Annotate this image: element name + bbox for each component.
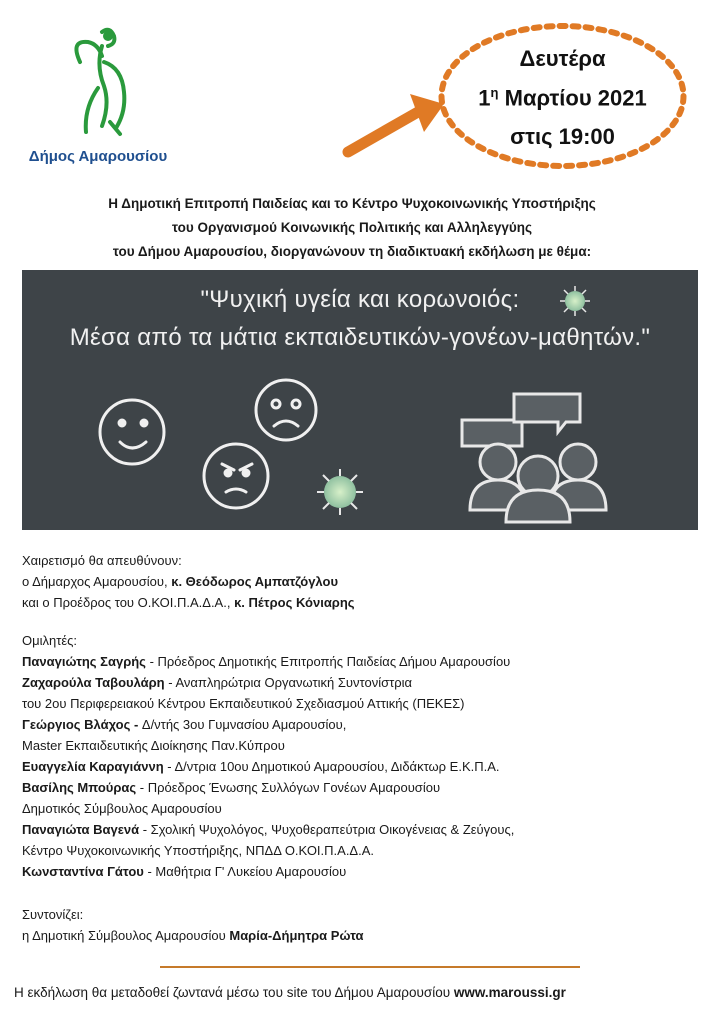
goddess-figure-icon: [58, 22, 138, 142]
chalkboard-banner: [22, 270, 698, 530]
event-weekday: Δευτέρα: [519, 46, 606, 71]
greeting-line: ο Δήμαρχος Αμαρουσίου, κ. Θεόδωρος Αμπατζόγλου: [22, 574, 339, 589]
speaker-line: Γεώργιος Βλάχος - Δ/ντής 3ου Γυμνασίου Αμαρουσίου,: [22, 717, 347, 732]
speakers-heading: Ομιλητές:: [22, 633, 78, 648]
moderator-line: η Δημοτική Σύμβουλος Αμαρουσίου Μαρία-Δήμητρα Ρώτα: [22, 928, 364, 943]
footer-note: Η εκδήλωση θα μεταδοθεί ζωντανά μέσω του site του Δήμου Αμαρουσίου www.maroussi.gr: [14, 985, 566, 1000]
happy-face-icon: [100, 400, 164, 464]
virus-icon: [317, 469, 363, 515]
greetings-heading: Χαιρετισμό θα απευθύνουν:: [22, 553, 182, 568]
people-discussion-icon: [462, 394, 606, 522]
speaker-line: Δημοτικός Σύμβουλος Αμαρουσίου: [22, 801, 222, 816]
event-time: στις 19:00: [510, 124, 615, 149]
municipality-logo: [18, 22, 178, 172]
greeting-line: και ο Προέδρος του Ο.ΚΟΙ.Π.Α.Δ.Α., κ. Πέτρος Κόνιαρης: [22, 595, 355, 610]
speaker-line: Παναγιώτης Σαγρής - Πρόεδρος Δημοτικής Επιτροπής Παιδείας Δήμου Αμαρουσίου: [22, 654, 511, 669]
angry-face-icon: [204, 444, 268, 508]
event-date-badge: [435, 20, 690, 172]
arrow-icon: [340, 90, 450, 160]
speaker-line: Βασίλης Μπούρας - Πρόεδρος Ένωσης Συλλόγων Γονέων Αμαρουσίου: [22, 780, 441, 795]
speaker-line: Κωνσταντίνα Γάτου - Μαθήτρια Γ' Λυκείου Αμαρουσίου: [22, 864, 347, 879]
intro-line: Η Δημοτική Επιτροπή Παιδείας και το Κέντρο Ψυχοκοινωνικής Υποστήριξης: [108, 196, 596, 211]
intro-line: του Οργανισμού Κοινωνικής Πολιτικής και Αλληλεγγύης: [172, 220, 532, 235]
speaker-line: Master Εκπαιδευτικής Διοίκησης Παν.Κύπρου: [22, 738, 285, 753]
logo-text: Δήμος Αμαρουσίου: [28, 148, 168, 165]
event-date: $1^\eta$ Μαρτίου 2021: [478, 85, 647, 111]
moderator-heading: Συντονίζει:: [22, 907, 84, 922]
website-link[interactable]: www.maroussi.gr: [453, 985, 566, 1000]
greetings-section: [22, 550, 355, 613]
speaker-line: Ευαγγελία Καραγιάννη - Δ/ντρια 10ου Δημοτικού Αμαρουσίου, Διδάκτωρ Ε.Κ.Π.Α.: [22, 759, 500, 774]
intro-text: [0, 192, 704, 264]
moderator-section: [22, 904, 364, 946]
speakers-section: [22, 630, 514, 882]
board-title-line2: Μέσα από τα μάτια εκπαιδευτικών-γονέων-μαθητών.": [69, 324, 651, 351]
speaker-line: Κέντρο Ψυχοκοινωνικής Υποστήριξης, ΝΠΔΔ Ο.ΚΟΙ.Π.Α.Δ.Α.: [22, 843, 375, 858]
speaker-line: Παναγιώτα Βαγενά - Σχολική Ψυχολόγος, Ψυχοθεραπεύτρια Οικογένειας & Ζεύγους,: [22, 822, 515, 837]
sad-face-icon: [256, 380, 316, 440]
speaker-line: του 2ου Περιφερειακού Κέντρου Εκπαιδευτικού Σχεδιασμού Αττικής (ΠΕΚΕΣ): [22, 696, 465, 711]
divider: [160, 966, 580, 968]
board-title-line1: "Ψυχική υγεία και κορωνοιός:: [200, 286, 520, 313]
intro-line: του Δήμου Αμαρουσίου, διοργανώνουν τη διαδικτυακή εκδήλωση με θέμα:: [112, 244, 592, 259]
speaker-line: Ζαχαρούλα Ταβουλάρη - Αναπληρώτρια Οργανωτική Συντονίστρια: [22, 675, 413, 690]
